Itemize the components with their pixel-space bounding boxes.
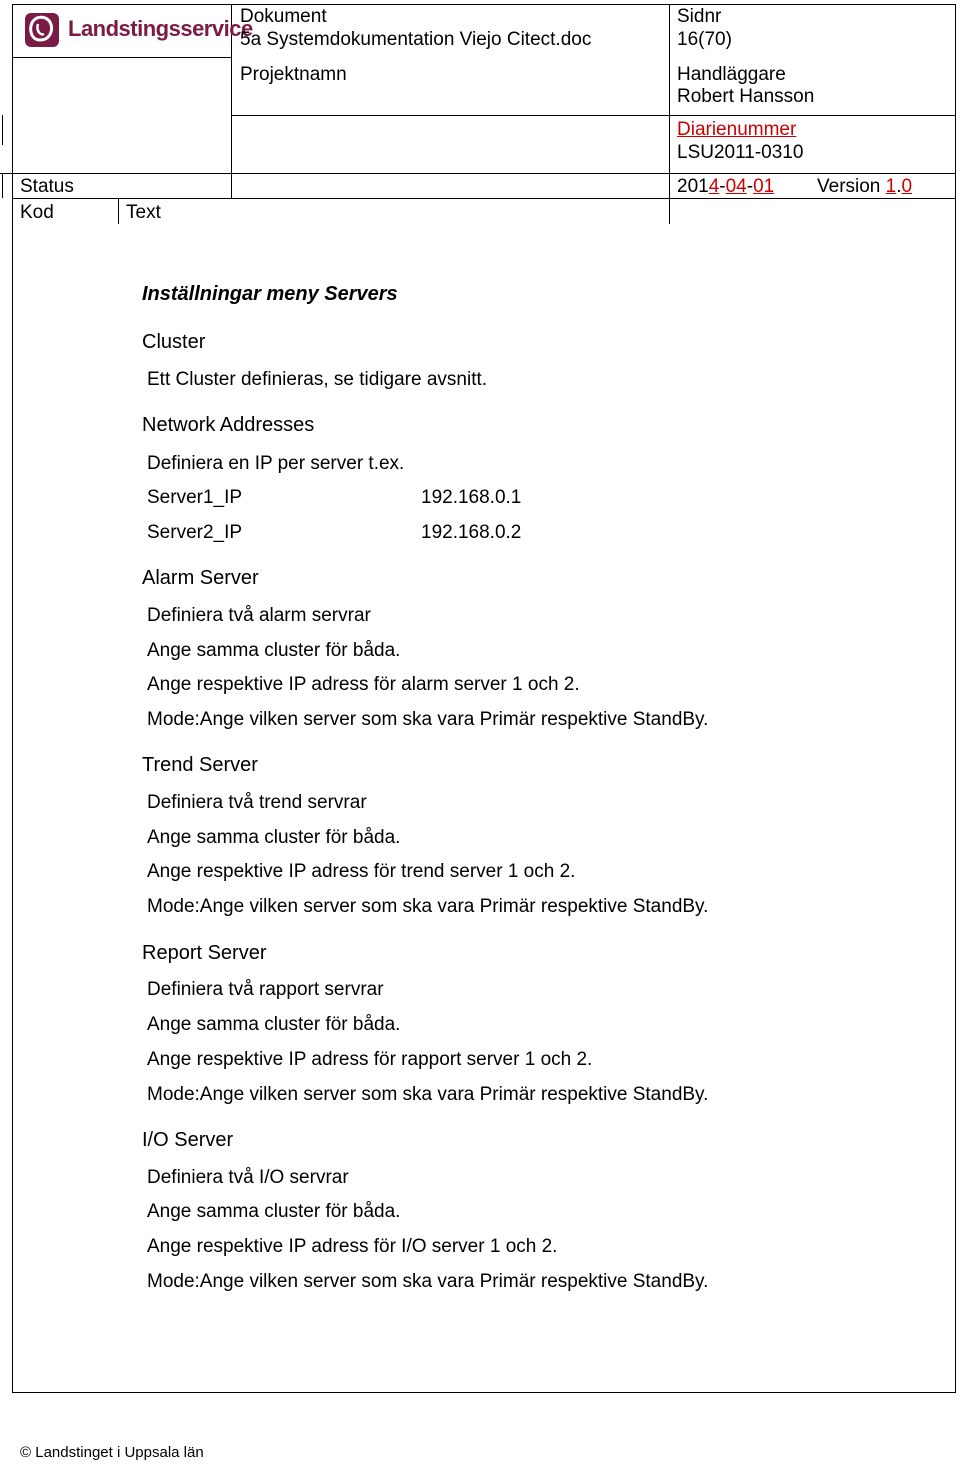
header-rule-row3 bbox=[0, 173, 956, 174]
alarm-line-2: Ange samma cluster för båda. bbox=[147, 640, 401, 661]
trend-line-1: Definiera två trend servrar bbox=[147, 792, 367, 813]
dokument-value: 5a Systemdokumentation Viejo Citect.doc bbox=[240, 29, 592, 50]
text-label: Text bbox=[126, 202, 161, 223]
server2-name: Server2_IP bbox=[147, 522, 243, 543]
date-value: 2014-04-01 bbox=[677, 176, 775, 197]
report-heading: Report Server bbox=[142, 942, 267, 964]
io-line-1: Definiera två I/O servrar bbox=[147, 1167, 349, 1188]
network-text: Definiera en IP per server t.ex. bbox=[147, 453, 405, 474]
header-col-rule-3 bbox=[118, 198, 119, 224]
server1-name: Server1_IP bbox=[147, 487, 243, 508]
header-col-rule-left-b bbox=[2, 173, 3, 198]
landstingsservice-logo bbox=[24, 12, 253, 48]
trend-line-4: Mode:Ange vilken server som ska vara Primär respektive StandBy. bbox=[147, 896, 709, 917]
alarm-line-3: Ange respektive IP adress för alarm server 1 och 2. bbox=[147, 674, 580, 695]
status-label: Status bbox=[20, 176, 74, 197]
trend-heading: Trend Server bbox=[142, 754, 258, 776]
version-value: Version 1.0 bbox=[817, 176, 913, 197]
footer bbox=[20, 1444, 204, 1461]
report-line-2: Ange samma cluster för båda. bbox=[147, 1014, 401, 1035]
io-line-4: Mode:Ange vilken server som ska vara Primär respektive StandBy. bbox=[147, 1271, 709, 1292]
header-rule-row4 bbox=[12, 198, 956, 199]
logo-emblem-icon bbox=[24, 12, 60, 48]
network-heading: Network Addresses bbox=[142, 414, 315, 436]
report-line-1: Definiera två rapport servrar bbox=[147, 979, 384, 1000]
io-heading: I/O Server bbox=[142, 1129, 234, 1151]
cluster-text: Ett Cluster definieras, se tidigare avsnitt. bbox=[147, 369, 488, 390]
sidnr-label: Sidnr bbox=[677, 6, 722, 27]
diarienummer-value: LSU2011-0310 bbox=[677, 142, 804, 163]
server2-ip: 192.168.0.2 bbox=[421, 522, 522, 543]
dokument-label: Dokument bbox=[240, 6, 327, 27]
handlaggare-label: Handläggare bbox=[677, 64, 786, 85]
alarm-line-1: Definiera två alarm servrar bbox=[147, 605, 371, 626]
header-col-rule-2 bbox=[669, 4, 670, 224]
handlaggare-value: Robert Hansson bbox=[677, 86, 815, 107]
page-title: Inställningar meny Servers bbox=[142, 283, 398, 305]
alarm-line-4: Mode:Ange vilken server som ska vara Primär respektive StandBy. bbox=[147, 709, 709, 730]
logo-text: Landstingsservice bbox=[68, 16, 253, 41]
copyright-icon: © bbox=[20, 1444, 32, 1461]
sidnr-value: 16(70) bbox=[677, 29, 732, 50]
trend-line-2: Ange samma cluster för båda. bbox=[147, 827, 401, 848]
trend-line-3: Ange respektive IP adress för trend server 1 och 2. bbox=[147, 861, 576, 882]
report-line-3: Ange respektive IP adress för rapport server 1 och 2. bbox=[147, 1049, 593, 1070]
diarienummer-label: Diarienummer bbox=[677, 119, 797, 140]
header-rule-row2 bbox=[231, 115, 956, 116]
kod-label: Kod bbox=[20, 202, 54, 223]
header-rule-row1 bbox=[12, 57, 231, 58]
footer-text: Landstinget i Uppsala län bbox=[35, 1444, 204, 1461]
server1-ip: 192.168.0.1 bbox=[421, 487, 522, 508]
io-line-3: Ange respektive IP adress för I/O server 1 och 2. bbox=[147, 1236, 558, 1257]
alarm-heading: Alarm Server bbox=[142, 567, 259, 589]
header-col-rule-left-a bbox=[2, 115, 3, 145]
header-top-rule bbox=[12, 4, 956, 5]
projektnamn-label: Projektnamn bbox=[240, 64, 347, 85]
io-line-2: Ange samma cluster för båda. bbox=[147, 1201, 401, 1222]
cluster-heading: Cluster bbox=[142, 331, 206, 353]
report-line-4: Mode:Ange vilken server som ska vara Primär respektive StandBy. bbox=[147, 1084, 709, 1105]
